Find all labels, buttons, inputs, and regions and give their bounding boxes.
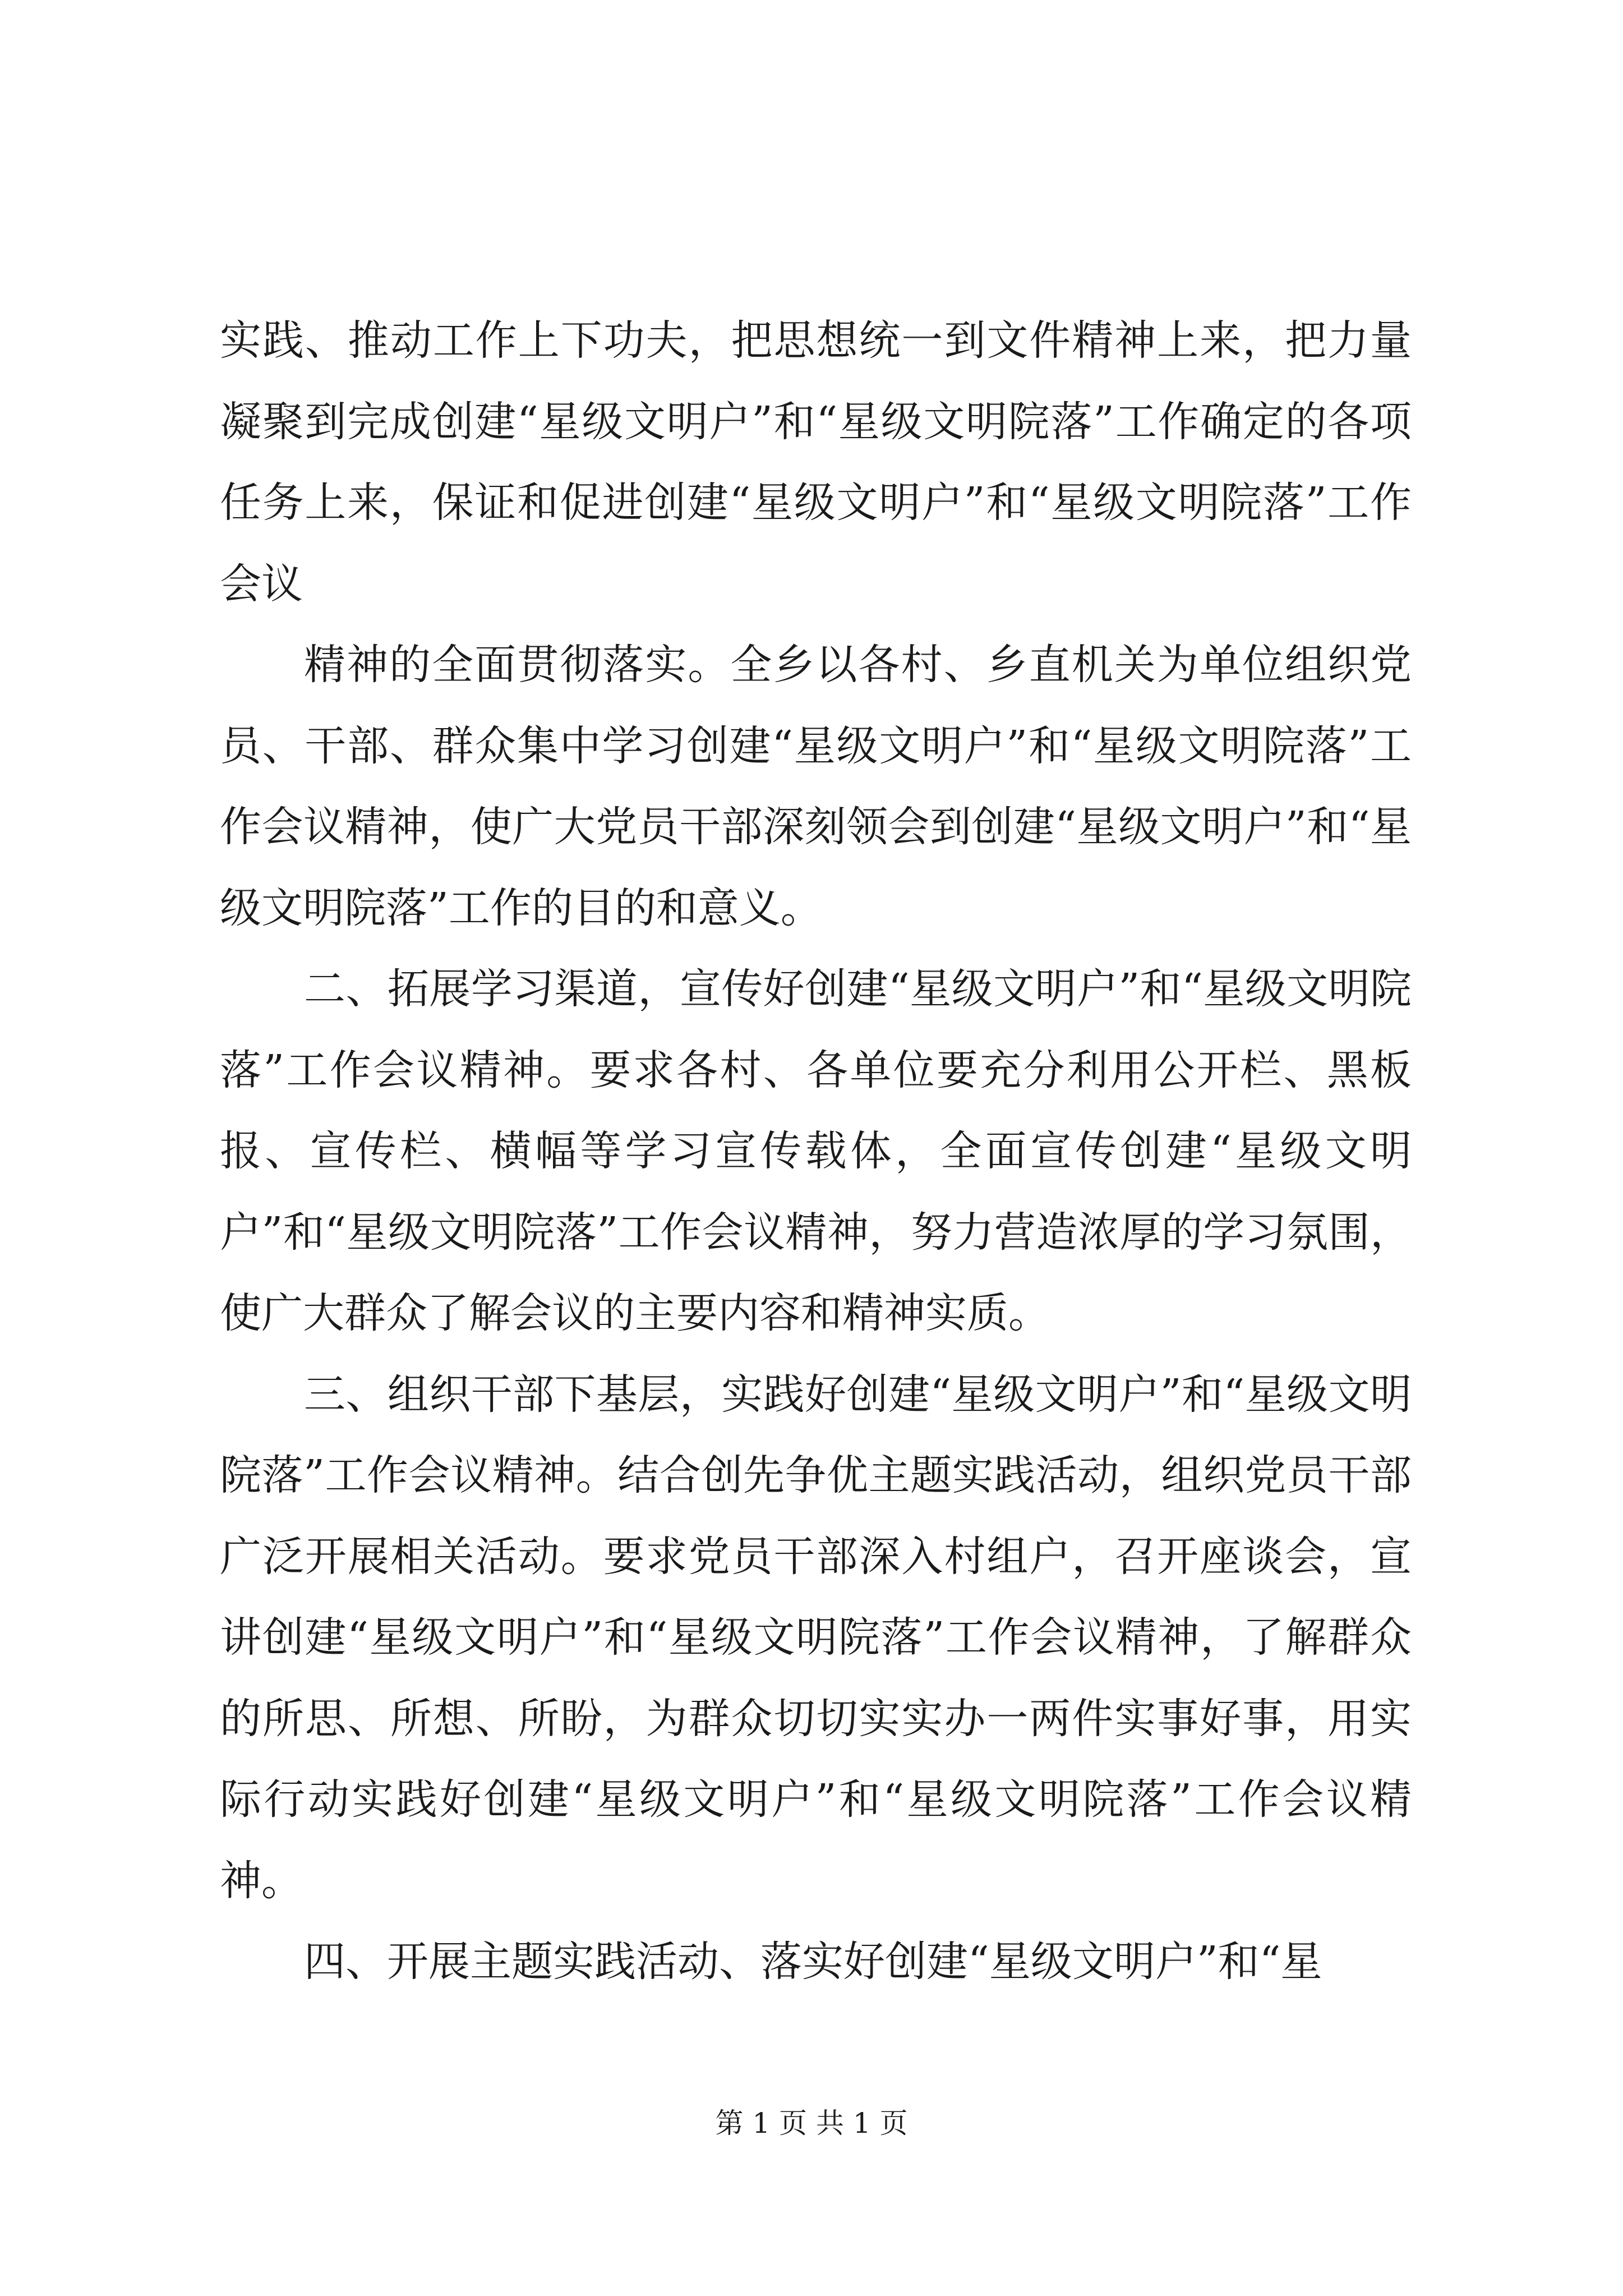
paragraph-5: 四、开展主题实践活动、落实好创建“星级文明户”和“星 — [304, 1938, 1322, 1986]
paragraph-2: 精神的全面贯彻落实。全乡以各村、乡直机关为单位组织党员、干部、群众集中学习创建“星级文明户”和“星级文明院落”工作会议精神，使广大党员干部深刻领会到创建“星级文明户”和“星级文明院落”工作的目的和意义。 — [220, 641, 1412, 932]
paragraph-4: 三、组织干部下基层，实践好创建“星级文明户”和“星级文明院落”工作会议精神。结合创先争优主题实践活动，组织党员干部广泛开展相关活动。要求党员干部深入村组户，召开座谈会，宣讲创建“星级文明户”和“星级文明院落”工作会议精神，了解群众的所思、所想、所盼，为群众切切实实办一两件实事好事，用实际行动实践好创建“星级文明户”和“星级文明院落”工作会议精神。 — [220, 1370, 1412, 1905]
paragraph-1: 实践、推动工作上下功夫，把思想统一到文件精神上来，把力量凝聚到完成创建“星级文明户”和“星级文明院落”工作确定的各项任务上来，保证和促进创建“星级文明户”和“星级文明院落”工作会议 — [220, 316, 1412, 608]
document-body — [220, 300, 1412, 2003]
page-footer: 第 1 页 共 1 页 — [715, 2107, 908, 2139]
paragraph-3: 二、拓展学习渠道，宣传好创建“星级文明户”和“星级文明院落”工作会议精神。要求各村、各单位要充分利用公开栏、黑板报、宣传栏、横幅等学习宣传载体，全面宣传创建“星级文明户”和“星级文明院落”工作会议精神，努力营造浓厚的学习氛围，使广大群众了解会议的主要内容和精神实质。 — [220, 965, 1412, 1337]
